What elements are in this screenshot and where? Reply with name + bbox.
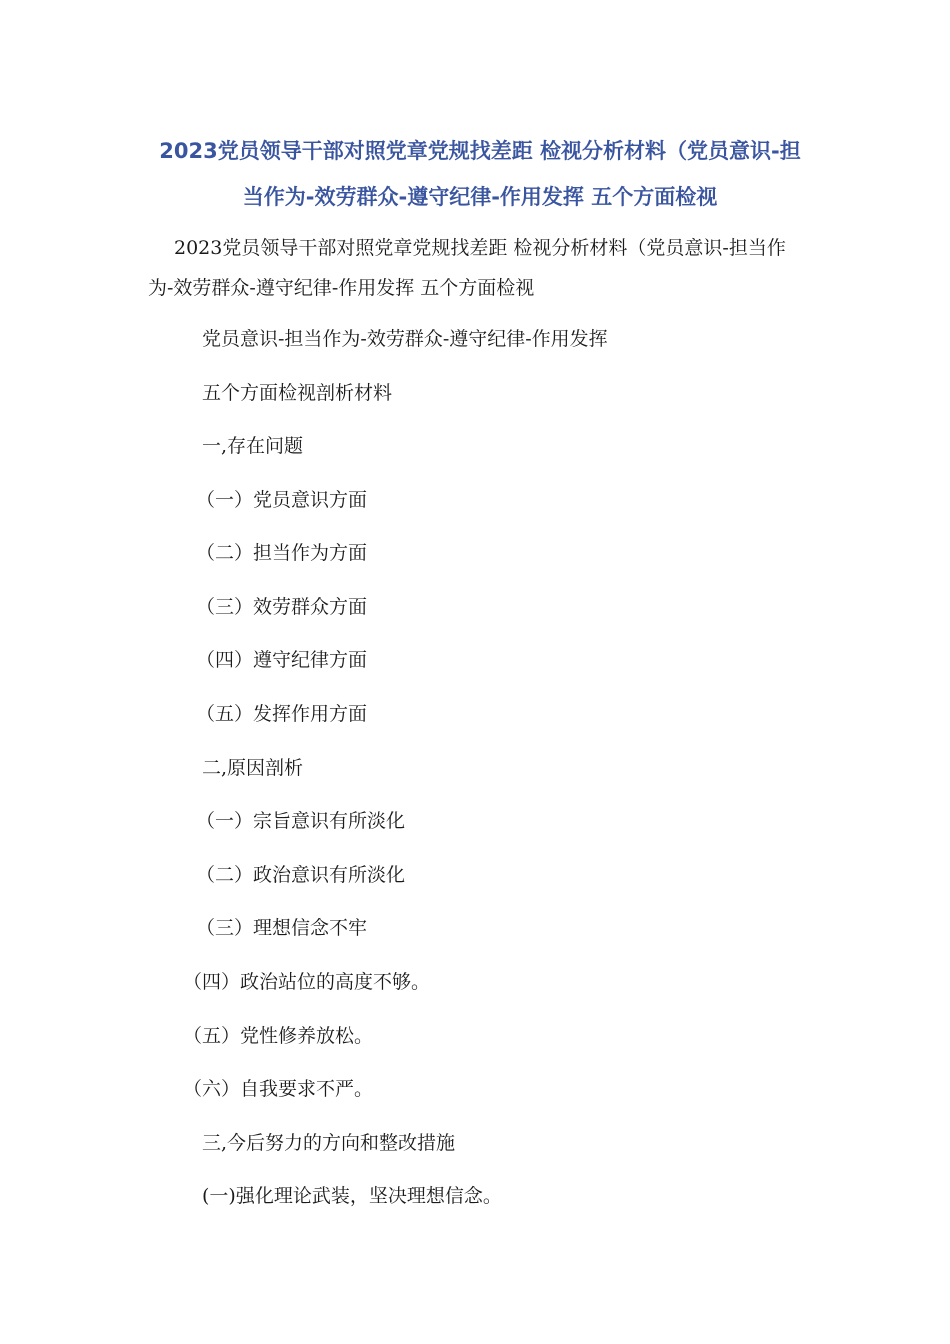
list-item: （四）遵守纪律方面: [196, 649, 368, 671]
list-item: （五）党性修养放松。: [183, 1025, 374, 1047]
document-title: 2023党员领导干部对照党章党规找差距 检视分析材料（党员意识-担当作为-效劳群众-遵守纪律-作用发挥 五个方面检视: [159, 139, 801, 209]
list-item: （二）政治意识有所淡化: [196, 864, 406, 886]
list-item: （三）理想信念不牢: [196, 917, 368, 939]
paragraph-line: 党员意识-担当作为-效劳群众-遵守纪律-作用发挥: [202, 328, 608, 350]
list-item: （四）政治站位的高度不够。: [183, 971, 431, 993]
paragraph-line: 五个方面检视剖析材料: [202, 382, 393, 404]
list-item: （一）党员意识方面: [196, 489, 368, 511]
section-heading: 三,今后努力的方向和整改措施: [202, 1132, 456, 1154]
list-item: （五）发挥作用方面: [196, 703, 368, 725]
section-heading: 二,原因剖析: [202, 757, 304, 779]
list-item: （二）担当作为方面: [196, 542, 368, 564]
list-item: （三）效劳群众方面: [196, 596, 368, 618]
list-item: (一)强化理论武装，坚决理想信念。: [202, 1185, 502, 1207]
list-item: （一）宗旨意识有所淡化: [196, 810, 406, 832]
list-item: （六）自我要求不严。: [183, 1078, 374, 1100]
intro-paragraph: 2023党员领导干部对照党章党规找差距 检视分析材料（党员意识-担当作为-效劳群众-遵守纪律-作用发挥 五个方面检视: [148, 237, 786, 299]
section-heading: 一,存在问题: [202, 435, 304, 457]
